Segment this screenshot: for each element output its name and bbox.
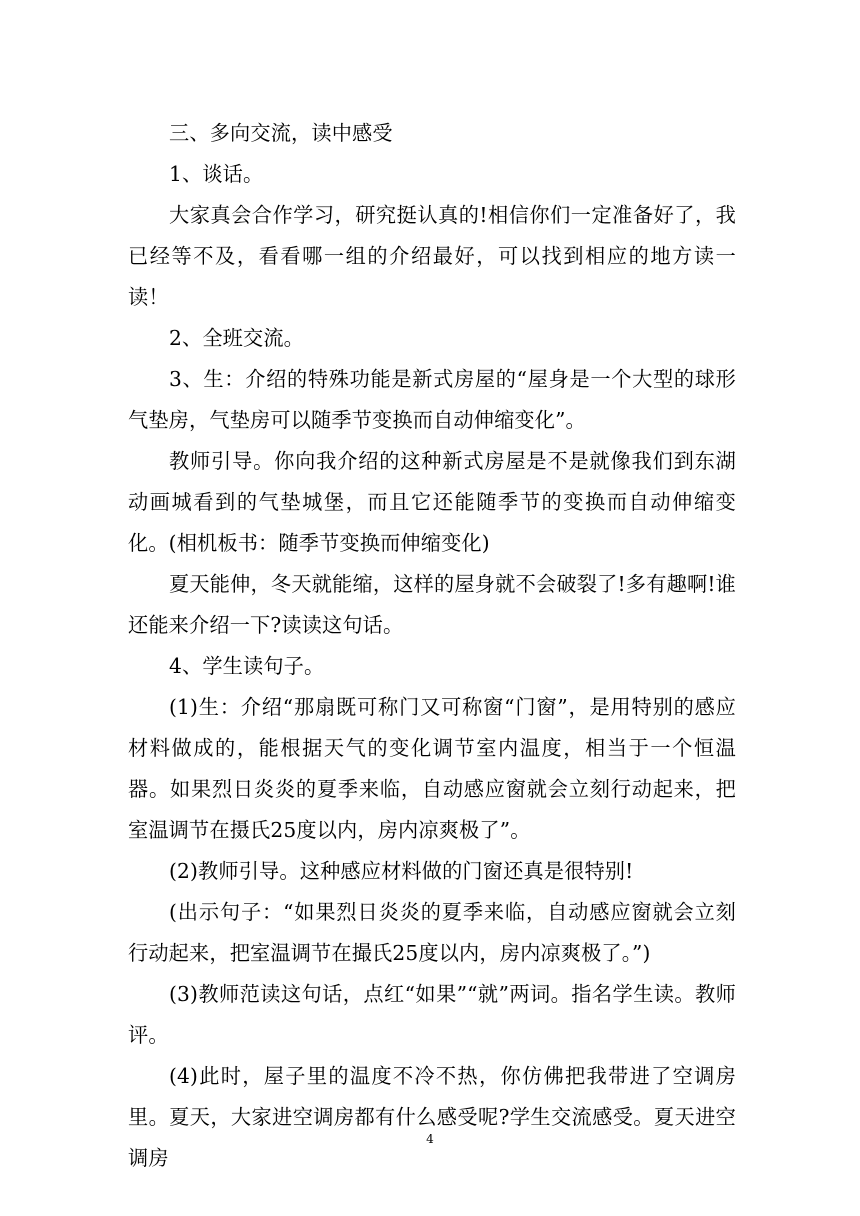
section-heading: 三、多向交流，读中感受: [169, 121, 393, 145]
paragraph-quote: (出示句子：“如果烈日炎炎的夏季来临，自动感应窗就会立刻行动起来，把室温调节在撮氏25度以内，房内凉爽极了。”): [128, 900, 736, 965]
page-number: 4: [426, 1132, 434, 1146]
paragraph-text: 教师引导。你向我介绍的这种新式房屋是不是就像我们到东湖动画城看到的气垫城堡，而且它还能随季节的变换而自动伸缩变化。(相机板书：随季节变换而伸缩变化): [128, 449, 736, 555]
paragraph-text: 夏天能伸，冬天就能缩，这样的屋身就不会破裂了!多有趣啊!谁还能来介绍一下?读读这句话。: [128, 572, 736, 637]
paragraph-item-1: 1、谈话。: [169, 162, 264, 186]
paragraph-subitem-2: (2)教师引导。这种感应材料做的门窗还真是很特别!: [169, 859, 634, 883]
paragraph-subitem-4: (4)此时，屋子里的温度不冷不热，你仿佛把我带进了空调房里。夏天，大家进空调房都有什么感受呢?学生交流感受。夏天进空调房: [128, 1064, 736, 1170]
paragraph-item-3: 3、生：介绍的特殊功能是新式房屋的“屋身是一个大型的球形气垫房，气垫房可以随季节变换而自动伸缩变化”。: [128, 367, 736, 432]
paragraph-subitem-3: (3)教师范读这句话，点红“如果”“就”两词。指名学生读。教师评。: [128, 982, 736, 1047]
paragraph-item-2: 2、全班交流。: [169, 326, 305, 350]
paragraph-subitem-1: (1)生：介绍“那扇既可称门又可称窗“门窗”，是用特别的感应材料做成的，能根据天气的变化调节室内温度，相当于一个恒温器。如果烈日炎炎的夏季来临，自动感应窗就会立刻行动起来，把室温调节在摄氏25度以内，房内凉爽极了”。: [128, 695, 736, 842]
document-body: [128, 113, 736, 1179]
paragraph-text: 大家真会合作学习，研究挺认真的!相信你们一定准备好了，我已经等不及，看看哪一组的介绍最好，可以找到相应的地方读一读！: [128, 203, 736, 309]
paragraph-item-4: 4、学生读句子。: [169, 654, 325, 678]
